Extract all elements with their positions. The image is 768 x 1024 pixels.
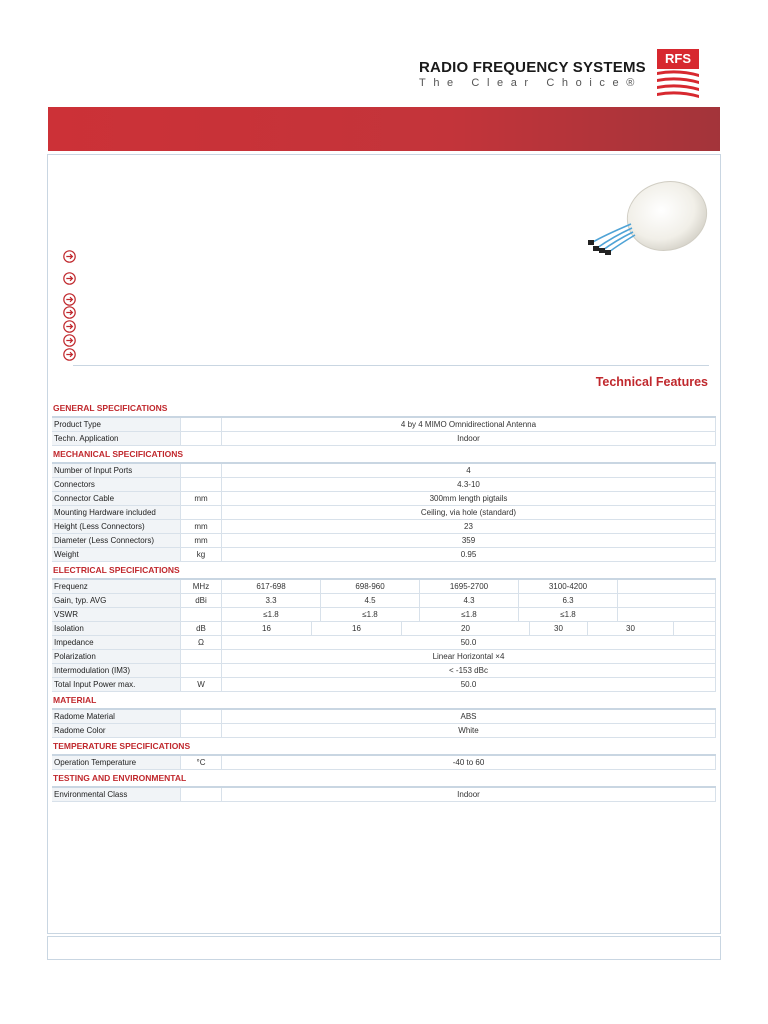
param-unit: °C <box>181 756 222 769</box>
param-value: 4.3 <box>420 594 519 607</box>
param-value: Ceiling, via hole (standard) <box>222 506 716 519</box>
param-value: 3100-4200 <box>519 580 618 593</box>
arrow-right-circle-icon <box>63 348 76 361</box>
param-value: 300mm length pigtails <box>222 492 716 505</box>
param-unit: mm <box>181 534 222 547</box>
param-value: 16 <box>222 622 312 635</box>
param-unit <box>181 608 222 621</box>
param-value: 4.3-10 <box>222 478 716 491</box>
param-name: Impedance <box>52 636 181 649</box>
antenna-product-image <box>585 178 710 258</box>
table-row <box>52 678 716 692</box>
empty-cell <box>618 580 716 593</box>
param-value: Linear Horizontal ×4 <box>222 650 716 663</box>
table-row <box>52 463 716 478</box>
arrow-right-circle-icon <box>63 250 76 263</box>
section-material-title: MATERIAL <box>52 692 716 709</box>
section-mechanical-title: MECHANICAL SPECIFICATIONS <box>52 446 716 463</box>
arrow-right-circle-icon <box>63 334 76 347</box>
table-row <box>52 709 716 724</box>
table-row <box>52 548 716 562</box>
table-row <box>52 664 716 678</box>
param-value: 30 <box>588 622 674 635</box>
table-row <box>52 755 716 770</box>
brand-block <box>419 59 649 89</box>
section-electrical-title: ELECTRICAL SPECIFICATIONS <box>52 562 716 579</box>
param-name: Mounting Hardware included <box>52 506 181 519</box>
param-unit: MHz <box>181 580 222 593</box>
section-testing-title: TESTING AND ENVIRONMENTAL <box>52 770 716 787</box>
param-value: 4 <box>222 464 716 477</box>
table-row <box>52 724 716 738</box>
table-row <box>52 579 716 594</box>
param-name: Polarization <box>52 650 181 663</box>
param-unit: W <box>181 678 222 691</box>
table-row <box>52 417 716 432</box>
param-value: Indoor <box>222 432 716 445</box>
param-unit <box>181 418 222 431</box>
param-value: ≤1.8 <box>420 608 519 621</box>
param-value: ABS <box>222 710 716 723</box>
param-value: 50.0 <box>222 636 716 649</box>
param-name: Radome Material <box>52 710 181 723</box>
param-value: ≤1.8 <box>519 608 618 621</box>
param-unit: Ω <box>181 636 222 649</box>
param-name: Weight <box>52 548 181 561</box>
param-value: 0.95 <box>222 548 716 561</box>
param-unit: mm <box>181 520 222 533</box>
table-row <box>52 594 716 608</box>
arrow-right-circle-icon <box>63 272 76 285</box>
param-name: Environmental Class <box>52 788 181 801</box>
table-row <box>52 478 716 492</box>
table-row <box>52 622 716 636</box>
param-value: 1695-2700 <box>420 580 519 593</box>
table-row <box>52 520 716 534</box>
param-unit <box>181 710 222 723</box>
table-row <box>52 506 716 520</box>
param-unit: kg <box>181 548 222 561</box>
param-unit <box>181 724 222 737</box>
arrow-right-circle-icon <box>63 306 76 319</box>
arrow-right-circle-icon <box>63 320 76 333</box>
table-row <box>52 492 716 506</box>
param-value: White <box>222 724 716 737</box>
param-name: Intermodulation (IM3) <box>52 664 181 677</box>
param-name: Connector Cable <box>52 492 181 505</box>
title-banner <box>48 107 720 151</box>
rfs-logo <box>656 48 700 100</box>
brand-name: RADIO FREQUENCY SYSTEMS <box>419 59 646 76</box>
param-unit <box>181 650 222 663</box>
param-value: 4 by 4 MIMO Omnidirectional Antenna <box>222 418 716 431</box>
param-unit <box>181 478 222 491</box>
param-unit: mm <box>181 492 222 505</box>
svg-text:RFS: RFS <box>665 51 691 66</box>
param-name: Connectors <box>52 478 181 491</box>
technical-features-title: Technical Features <box>595 375 708 389</box>
param-value: 617-698 <box>222 580 321 593</box>
table-row <box>52 534 716 548</box>
table-row <box>52 636 716 650</box>
param-unit <box>181 788 222 801</box>
param-name: Product Type <box>52 418 181 431</box>
param-name: Operation Temperature <box>52 756 181 769</box>
param-value: ≤1.8 <box>222 608 321 621</box>
param-value: Indoor <box>222 788 716 801</box>
param-value: 3.3 <box>222 594 321 607</box>
param-value: 16 <box>312 622 402 635</box>
table-row <box>52 432 716 446</box>
section-general-title: GENERAL SPECIFICATIONS <box>52 400 716 417</box>
param-name: Gain, typ. AVG <box>52 594 181 607</box>
param-value: 6.3 <box>519 594 618 607</box>
empty-cell <box>674 622 716 635</box>
param-value: 698-960 <box>321 580 420 593</box>
footer-frame <box>47 936 721 960</box>
empty-cell <box>618 608 716 621</box>
section-divider <box>73 365 709 366</box>
param-name: Height (Less Connectors) <box>52 520 181 533</box>
param-value: 50.0 <box>222 678 716 691</box>
section-temperature-title: TEMPERATURE SPECIFICATIONS <box>52 738 716 755</box>
param-name: Number of Input Ports <box>52 464 181 477</box>
empty-cell <box>618 594 716 607</box>
param-value: 359 <box>222 534 716 547</box>
arrow-right-circle-icon <box>63 293 76 306</box>
param-unit: dB <box>181 622 222 635</box>
table-row <box>52 650 716 664</box>
table-row <box>52 608 716 622</box>
param-value: 4.5 <box>321 594 420 607</box>
param-unit <box>181 432 222 445</box>
param-unit <box>181 664 222 677</box>
param-value: 20 <box>402 622 530 635</box>
param-name: Radome Color <box>52 724 181 737</box>
table-row <box>52 787 716 802</box>
param-unit <box>181 506 222 519</box>
brand-tagline: The Clear Choice® <box>419 77 642 89</box>
param-value: ≤1.8 <box>321 608 420 621</box>
param-unit <box>181 464 222 477</box>
param-name: Frequenz <box>52 580 181 593</box>
param-name: Diameter (Less Connectors) <box>52 534 181 547</box>
spec-table <box>52 400 716 802</box>
param-value: -40 to 60 <box>222 756 716 769</box>
param-value: < -153 dBc <box>222 664 716 677</box>
param-name: Techn. Application <box>52 432 181 445</box>
param-unit: dBi <box>181 594 222 607</box>
param-value: 23 <box>222 520 716 533</box>
param-name: Isolation <box>52 622 181 635</box>
param-name: VSWR <box>52 608 181 621</box>
param-name: Total Input Power max. <box>52 678 181 691</box>
param-value: 30 <box>530 622 588 635</box>
